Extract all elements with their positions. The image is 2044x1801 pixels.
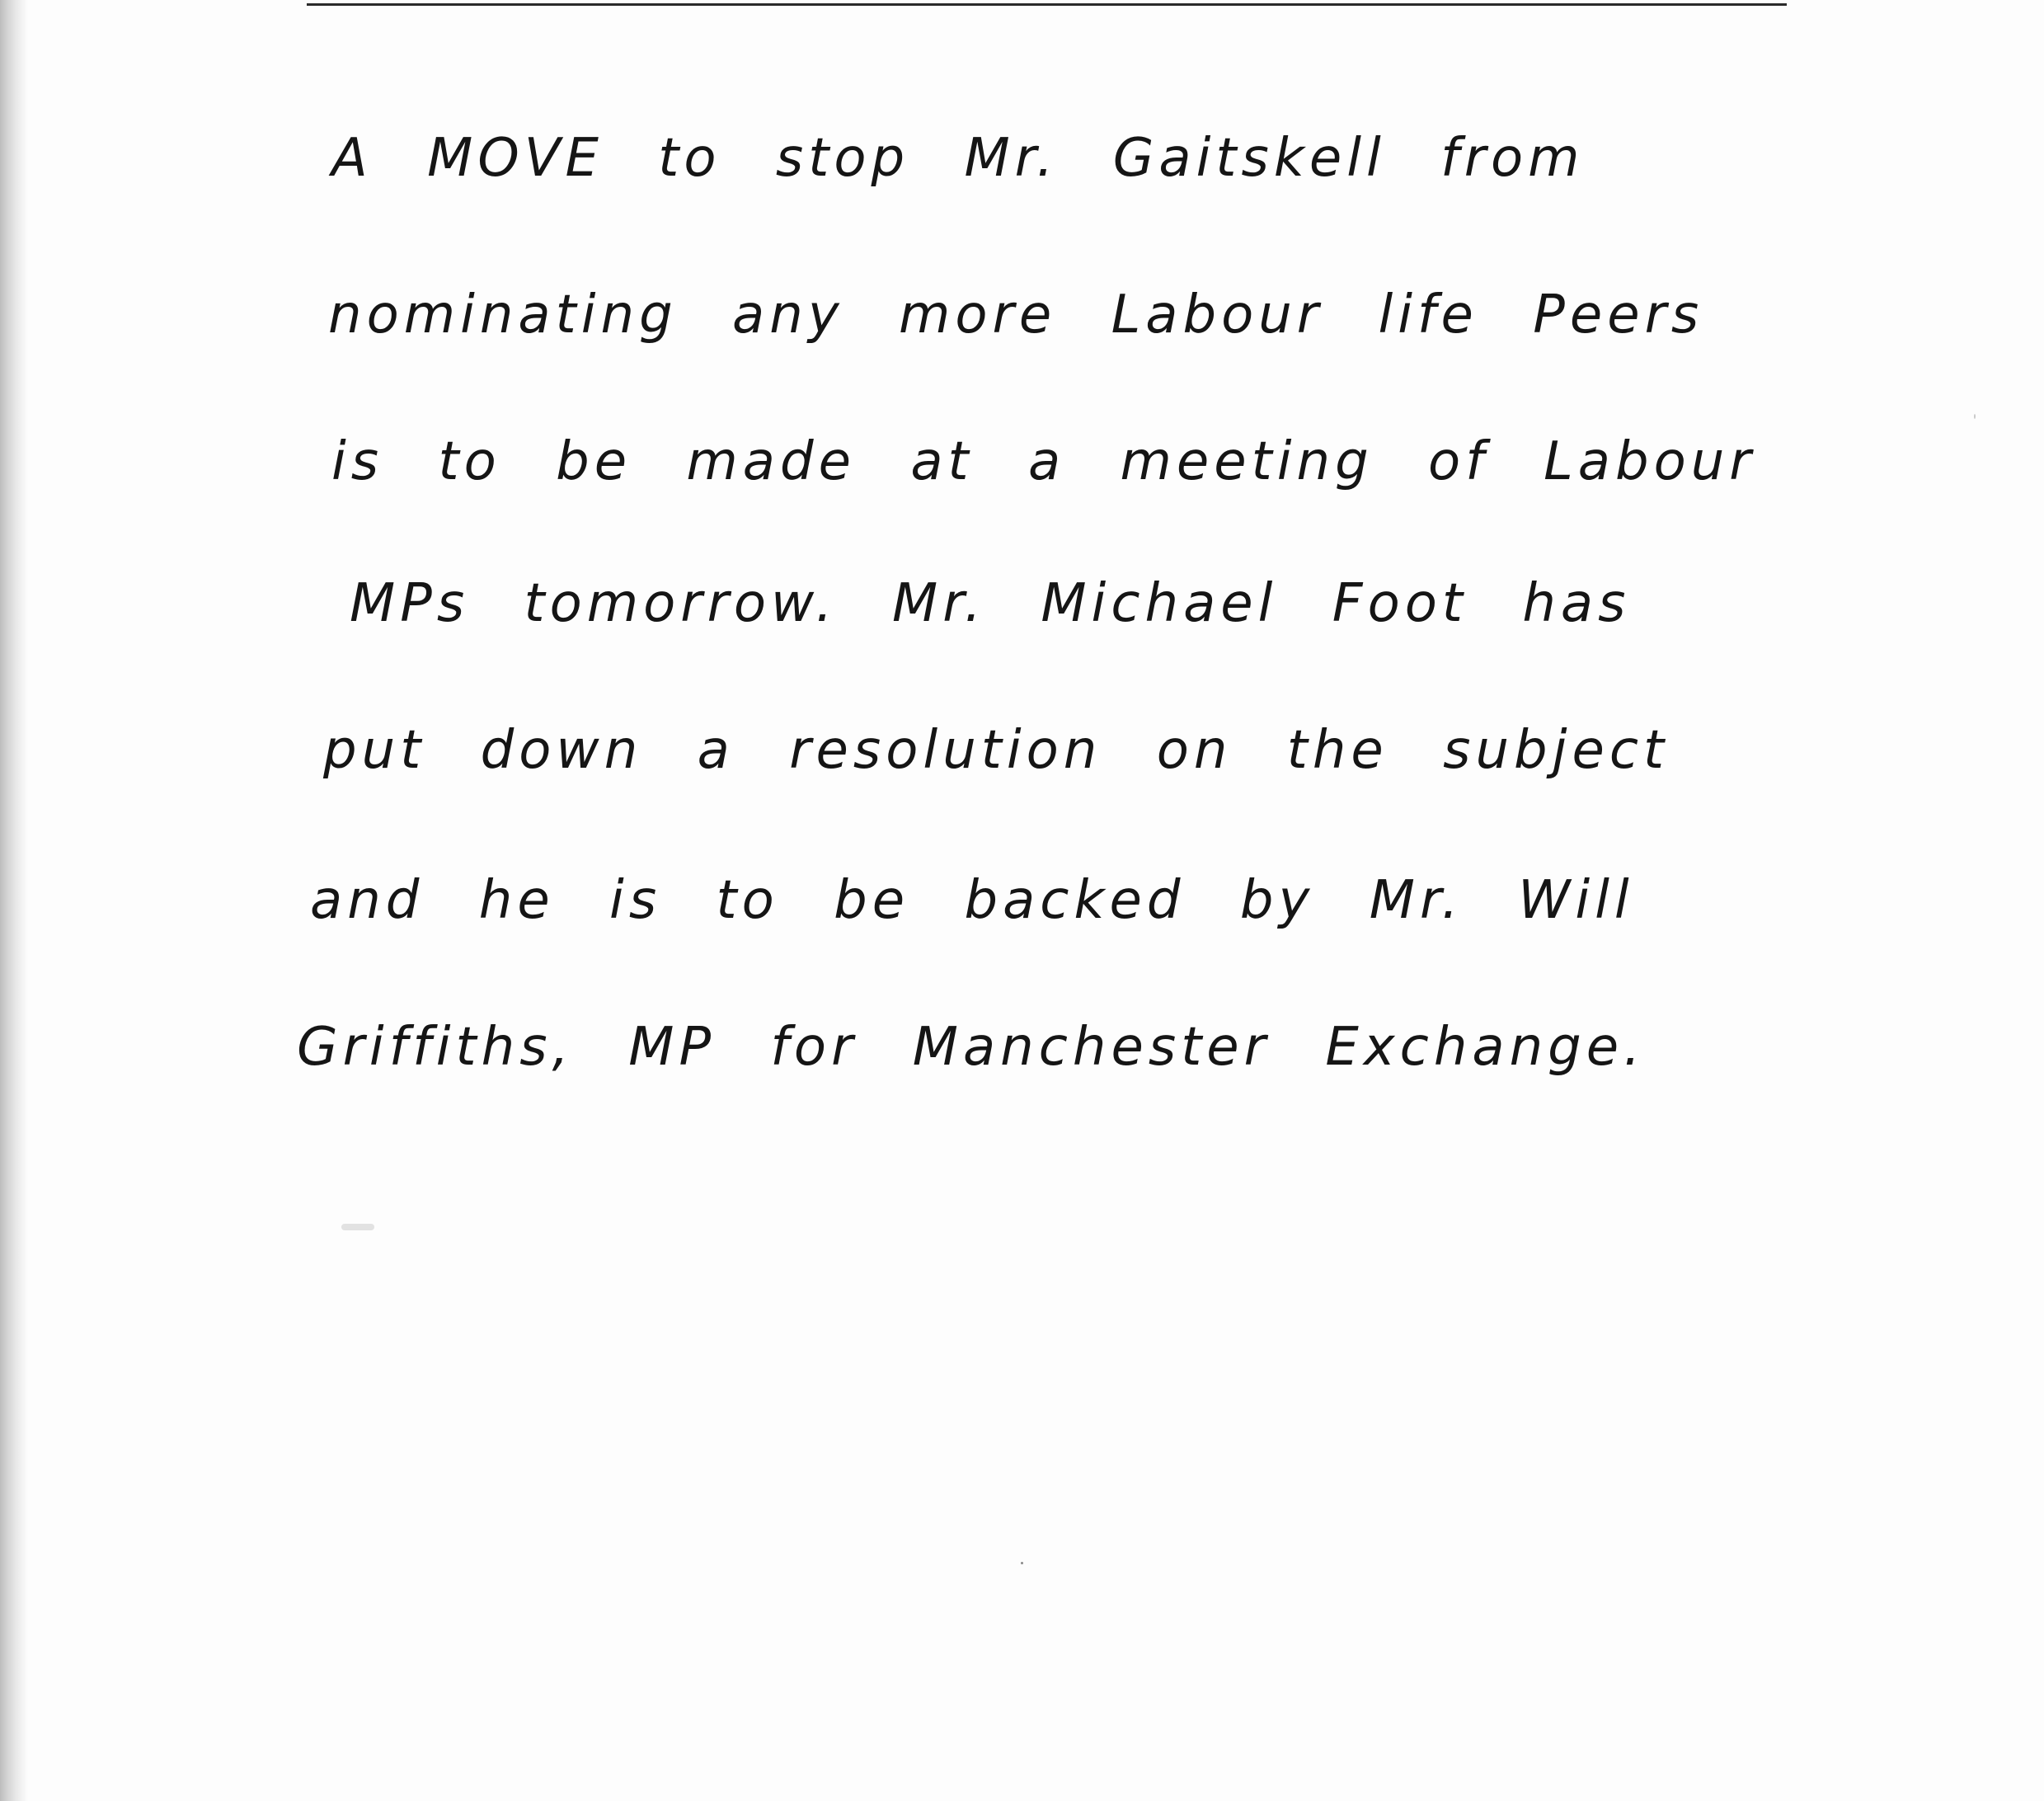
- paper-smudge: [341, 1224, 374, 1230]
- text-line-3: is to be made at a meeting of Labour: [331, 431, 1756, 492]
- text-line-4: MPs tomorrow. Mr. Michael Foot has: [350, 573, 1631, 634]
- paper-speck: [1974, 414, 1976, 419]
- text-line-7: Griffiths, MP for Manchester Exchange.: [297, 1017, 1646, 1078]
- text-line-6: and he is to be backed by Mr. Will: [310, 870, 1634, 931]
- text-line-2: nominating any more Labour life Peers: [328, 284, 1704, 346]
- text-line-1: A MOVE to stop Mr. Gaitskell from: [331, 128, 1585, 189]
- paper-speck: [1021, 1562, 1023, 1564]
- text-line-5: put down a resolution on the subject: [323, 720, 1670, 781]
